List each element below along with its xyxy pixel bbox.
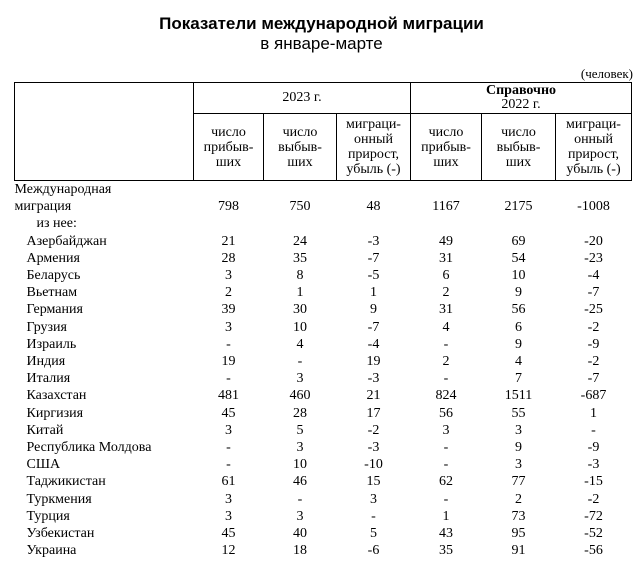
value-cell: 1511 <box>504 388 533 404</box>
column-header-arrived-2022 <box>411 114 482 181</box>
value-cell: 6 <box>515 319 522 335</box>
value-cell: -7 <box>367 319 380 335</box>
title-line-1: Показатели международной миграции <box>159 14 484 33</box>
table-row <box>15 508 632 525</box>
value-cell: - <box>443 371 449 387</box>
table-row <box>15 336 632 353</box>
country-name: Таджикистан <box>26 474 106 490</box>
country-name: Киргизия <box>26 405 84 421</box>
value-cell: 43 <box>439 526 453 542</box>
table-row <box>15 491 632 508</box>
value-cell: 46 <box>293 474 307 490</box>
header-group-reference <box>411 83 632 114</box>
value-cell: 24 <box>293 233 307 249</box>
value-cell: 2 <box>442 354 450 370</box>
table-row <box>15 233 632 250</box>
value-cell: 3 <box>225 319 232 335</box>
value-cell: 3 <box>515 457 522 473</box>
value-cell: 45 <box>221 405 236 421</box>
value-cell: 18 <box>293 543 307 559</box>
value-cell: 9 <box>515 440 522 456</box>
country-name: Турция <box>26 508 70 524</box>
column-header-line: число <box>501 124 536 140</box>
value-cell: 40 <box>293 526 307 542</box>
value-cell: 4 <box>296 336 304 352</box>
value-cell: 12 <box>221 543 236 559</box>
table-row <box>15 267 632 284</box>
value-cell: 2 <box>442 285 450 301</box>
column-header-line: прирост, <box>347 147 400 162</box>
empty-cell <box>194 181 632 199</box>
value-cell: 55 <box>511 405 526 421</box>
column-header-line: ших <box>505 154 532 170</box>
value-cell: 3 <box>225 422 232 438</box>
column-header-growth-2022 <box>556 114 632 181</box>
value-cell: 17 <box>366 405 381 421</box>
table-row <box>15 353 632 370</box>
value-cell: - <box>443 491 449 507</box>
value-cell: 48 <box>366 199 381 215</box>
header-group-2023: 2023 г. <box>194 83 411 114</box>
value-cell: 3 <box>225 268 232 284</box>
column-header-arrived-2023 <box>194 114 264 181</box>
value-cell: -52 <box>584 526 603 542</box>
value-cell: - <box>226 457 231 473</box>
value-cell: 10 <box>293 319 307 335</box>
value-cell: 69 <box>511 233 526 249</box>
value-cell: 61 <box>221 474 236 490</box>
column-header-line: ших <box>215 154 242 170</box>
column-header-line: прирост, <box>567 147 620 162</box>
value-cell: 1167 <box>432 199 460 215</box>
value-cell: -4 <box>587 268 600 284</box>
value-cell: 31 <box>439 302 453 318</box>
value-cell: 3 <box>370 491 377 507</box>
value-cell: 73 <box>511 508 526 524</box>
value-cell: 5 <box>370 526 377 542</box>
value-cell: 8 <box>296 268 304 284</box>
table-row <box>15 319 632 336</box>
header-blank-cell <box>15 83 194 181</box>
value-cell: - <box>443 457 449 473</box>
value-cell: 798 <box>218 199 239 215</box>
migration-table <box>14 82 632 559</box>
value-cell: 19 <box>221 354 236 370</box>
country-name: Узбекистан <box>26 526 95 542</box>
value-cell: -72 <box>584 508 603 524</box>
value-cell: 1 <box>442 508 450 524</box>
country-name: Армения <box>26 250 80 266</box>
value-cell: 45 <box>221 526 236 542</box>
value-cell: -23 <box>584 250 603 266</box>
value-cell: -687 <box>580 388 607 404</box>
value-cell: 56 <box>439 405 453 421</box>
value-cell: 3 <box>296 371 304 387</box>
subheader-label: из нее: <box>36 216 77 232</box>
country-name: Туркмения <box>26 491 92 507</box>
value-cell: 31 <box>439 250 453 266</box>
value-cell: 6 <box>442 268 450 284</box>
value-cell: 3 <box>515 422 522 438</box>
value-cell: 9 <box>370 302 377 318</box>
value-cell: -2 <box>587 354 600 370</box>
value-cell: 1 <box>370 285 377 301</box>
value-cell: 9 <box>515 285 522 301</box>
value-cell: 7 <box>515 371 522 387</box>
value-cell: 2 <box>515 491 522 507</box>
total-label-line-1: Международная <box>14 182 112 197</box>
value-cell: 4 <box>515 354 522 370</box>
column-header-line: число <box>282 124 318 140</box>
column-header-line: миграци- <box>566 117 621 132</box>
value-cell: -20 <box>584 233 603 249</box>
table-row <box>15 473 632 490</box>
country-name: США <box>26 457 61 473</box>
value-cell: -10 <box>364 457 383 473</box>
value-cell: -25 <box>584 302 603 318</box>
value-cell: 3 <box>225 491 232 507</box>
value-cell: -1008 <box>577 199 610 215</box>
value-cell: - <box>297 354 303 370</box>
value-cell: -9 <box>587 440 600 456</box>
value-cell: - <box>443 440 449 456</box>
table-row <box>15 250 632 267</box>
column-header-growth-2023 <box>337 114 411 181</box>
country-name: Италия <box>26 371 71 387</box>
value-cell: 56 <box>511 302 526 318</box>
value-cell: 3 <box>296 508 304 524</box>
title-line-2: в январе-марте <box>260 34 383 53</box>
value-cell: -4 <box>367 336 380 352</box>
value-cell: 28 <box>293 405 307 421</box>
value-cell: -7 <box>367 250 380 266</box>
value-cell: 19 <box>366 354 381 370</box>
country-name: Израиль <box>26 336 77 352</box>
value-cell: 2175 <box>504 199 533 215</box>
table-row <box>15 370 632 387</box>
value-cell: -7 <box>587 371 600 387</box>
value-cell: 77 <box>511 474 526 490</box>
table-row <box>15 422 632 439</box>
value-cell: -9 <box>587 336 600 352</box>
column-header-line: выбыв- <box>278 139 322 155</box>
table-row <box>15 301 632 318</box>
value-cell: - <box>297 491 303 507</box>
value-cell: 10 <box>511 268 526 284</box>
value-cell: 824 <box>435 388 457 404</box>
table-row <box>15 284 632 301</box>
table-row-total <box>15 198 632 215</box>
column-header-line: онный <box>354 132 393 147</box>
unit-label: (человек) <box>580 66 633 81</box>
column-header-line: ших <box>433 154 459 170</box>
column-header-line: ших <box>287 154 313 170</box>
value-cell: 1 <box>296 285 304 301</box>
value-cell: -7 <box>587 285 600 301</box>
value-cell: 460 <box>289 388 311 404</box>
column-header-line: убыль (-) <box>346 162 401 177</box>
value-cell: 4 <box>442 319 450 335</box>
value-cell: -3 <box>587 457 600 473</box>
value-cell: 21 <box>221 233 236 249</box>
column-header-line: выбыв- <box>496 139 541 155</box>
value-cell: -3 <box>367 440 380 456</box>
column-header-line: прибыв- <box>203 139 254 155</box>
value-cell: -3 <box>367 233 380 249</box>
value-cell: 95 <box>511 526 526 542</box>
table-row <box>15 405 632 422</box>
country-name: Вьетнам <box>26 285 78 301</box>
value-cell: 15 <box>366 474 381 490</box>
value-cell: 481 <box>218 388 239 404</box>
value-cell: -2 <box>587 319 600 335</box>
total-label-line-2: миграция <box>14 199 72 215</box>
table-row <box>15 439 632 456</box>
value-cell: -6 <box>367 543 380 559</box>
value-cell: 21 <box>366 388 381 404</box>
column-header-line: миграци- <box>346 117 401 132</box>
country-name: Грузия <box>26 319 67 335</box>
column-header-departed-2023 <box>264 114 337 181</box>
country-name: Украина <box>26 543 77 559</box>
value-cell: 3 <box>296 440 304 456</box>
value-cell: 9 <box>515 336 522 352</box>
value-cell: 49 <box>439 233 453 249</box>
value-cell: 35 <box>439 543 453 559</box>
value-cell: -2 <box>587 491 600 507</box>
value-cell: - <box>591 422 596 438</box>
value-cell: 28 <box>221 250 236 266</box>
column-header-line: прибыв- <box>421 139 471 155</box>
value-cell: -56 <box>584 543 603 559</box>
value-cell: -15 <box>584 474 603 490</box>
value-cell: 750 <box>289 199 311 215</box>
country-name: Республика Молдова <box>26 440 152 456</box>
table-row <box>15 456 632 473</box>
value-cell: 2 <box>225 285 232 301</box>
country-name: Беларусь <box>26 268 81 284</box>
value-cell: - <box>371 508 376 524</box>
table-row <box>15 542 632 559</box>
value-cell: -3 <box>367 371 380 387</box>
value-cell: 35 <box>293 250 307 266</box>
value-cell: 91 <box>511 543 526 559</box>
page-title <box>0 14 643 54</box>
table-row <box>15 525 632 542</box>
value-cell: 39 <box>221 302 236 318</box>
value-cell: 10 <box>293 457 307 473</box>
country-name: Германия <box>26 302 83 318</box>
value-cell: -2 <box>367 422 380 438</box>
column-header-line: убыль (-) <box>566 162 621 177</box>
value-cell: - <box>226 371 231 387</box>
value-cell: 54 <box>511 250 526 266</box>
value-cell: 1 <box>590 405 597 421</box>
value-cell: - <box>226 336 231 352</box>
value-cell: - <box>226 440 231 456</box>
value-cell: 62 <box>439 474 453 490</box>
value-cell: -5 <box>367 268 380 284</box>
value-cell: 3 <box>442 422 450 438</box>
table-row-subheader <box>15 215 632 232</box>
table-row <box>15 387 632 404</box>
column-header-line: число <box>211 124 246 140</box>
empty-cell <box>194 215 632 232</box>
country-name: Казахстан <box>26 388 87 404</box>
value-cell: 5 <box>296 422 304 438</box>
value-cell: - <box>443 336 449 352</box>
column-header-line: онный <box>574 132 613 147</box>
country-name: Китай <box>26 422 64 438</box>
header-reference-label: Справочно <box>485 83 557 98</box>
country-name: Азербайджан <box>26 233 107 249</box>
country-name: Индия <box>26 354 66 370</box>
table-row-total-label <box>15 181 632 199</box>
value-cell: 3 <box>225 508 232 524</box>
column-header-line: число <box>428 124 464 140</box>
column-header-departed-2022 <box>482 114 556 181</box>
value-cell: 30 <box>293 302 307 318</box>
header-reference-year: 2022 г. <box>501 97 541 112</box>
